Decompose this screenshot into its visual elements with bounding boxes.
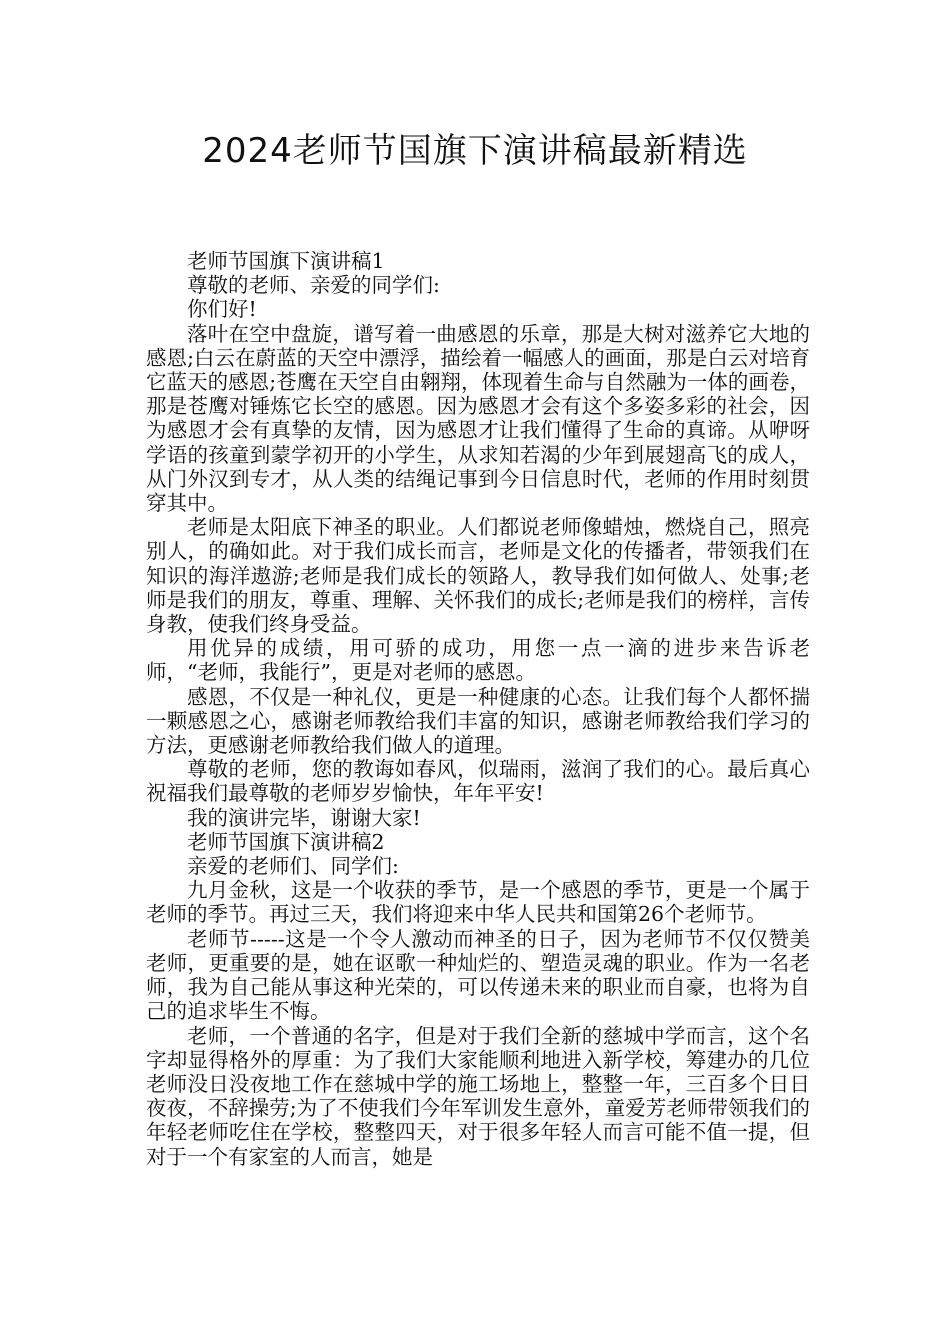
paragraph: 老师，一个普通的名字，但是对于我们全新的慈城中学而言，这个名字却显得格外的厚重：为了我们大家能顺利地进入新学校，筹建办的几位老师没日没夜地工作在慈城中学的施工场地上，整整一年，三百多个日日夜夜，不辞操劳;为了不使我们今年军训发生意外，童爱芳老师带领我们的年轻老师吃住在学校，整整四天，对于很多年轻人而言可能不值一提，但对于一个有家室的人而言，她是 bbox=[146, 1023, 810, 1169]
paragraph: 老师是太阳底下神圣的职业。人们都说老师像蜡烛，燃烧自己，照亮别人，的确如此。对于我们成长而言，老师是文化的传播者，带领我们在知识的海洋遨游;老师是我们成长的领路人，教导我们如何做人、处事;老师是我们的朋友，尊重、理解、关怀我们的成长;老师是我们的榜样，言传身教，使我们终身受益。 bbox=[146, 515, 810, 637]
paragraph: 尊敬的老师，您的教诲如春风，似瑞雨，滋润了我们的心。最后真心祝福我们最尊敬的老师岁岁愉快，年年平安! bbox=[146, 757, 810, 806]
salutation: 亲爱的老师们、同学们: bbox=[187, 854, 399, 879]
closing-line: 我的演讲完毕，谢谢大家! bbox=[187, 805, 421, 830]
paragraph: 用优异的成绩，用可骄的成功，用您一点一滴的进步来告诉老师，“老师，我能行”，更是对老师的感恩。 bbox=[146, 636, 810, 685]
paragraph: 老师节-----这是一个令人激动而神圣的日子，因为老师节不仅仅赞美老师，更重要的是，她在讴歌一种灿烂的、塑造灵魂的职业。作为一名老师，我为自己能从事这种光荣的，可以传递未来的职业而自豪，也将为自己的追求毕生不悔。 bbox=[146, 926, 810, 1024]
speech-heading-2: 老师节国旗下演讲稿2 bbox=[187, 829, 385, 854]
document-title: 2024老师节国旗下演讲稿最新精选 bbox=[202, 131, 748, 171]
paragraph: 感恩，不仅是一种礼仪，更是一种健康的心态。让我们每个人都怀揣一颗感恩之心，感谢老师教给我们丰富的知识，感谢老师教给我们学习的方法，更感谢老师教给我们做人的道理。 bbox=[146, 684, 810, 758]
speech-heading-1: 老师节国旗下演讲稿1 bbox=[187, 249, 385, 273]
paragraph: 落叶在空中盘旋，谱写着一曲感恩的乐章，那是大树对滋养它大地的感恩;白云在蔚蓝的天空中漂浮，描绘着一幅感人的画面，那是白云对培育它蓝天的感恩;苍鹰在天空自由翱翔，体现着生命与自然融为一体的画卷，那是苍鹰对锤炼它长空的感恩。因为感恩才会有这个多姿多彩的社会，因为感恩才会有真挚的友情，因为感恩才让我们懂得了生命的真谛。从咿呀学语的孩童到蒙学初开的小学生，从求知若渴的少年到展翅高飞的成人，从门外汉到专才，从人类的结绳记事到今日信息时代，老师的作用时刻贯穿其中。 bbox=[146, 321, 810, 516]
document-body bbox=[146, 249, 810, 1169]
paragraph: 九月金秋，这是一个收获的季节，是一个感恩的季节，更是一个属于老师的季节。再过三天，我们将迎来中华人民共和国第26个老师节。 bbox=[146, 878, 810, 927]
salutation: 尊敬的老师、亲爱的同学们: bbox=[187, 273, 440, 298]
greeting: 你们好! bbox=[187, 297, 257, 322]
